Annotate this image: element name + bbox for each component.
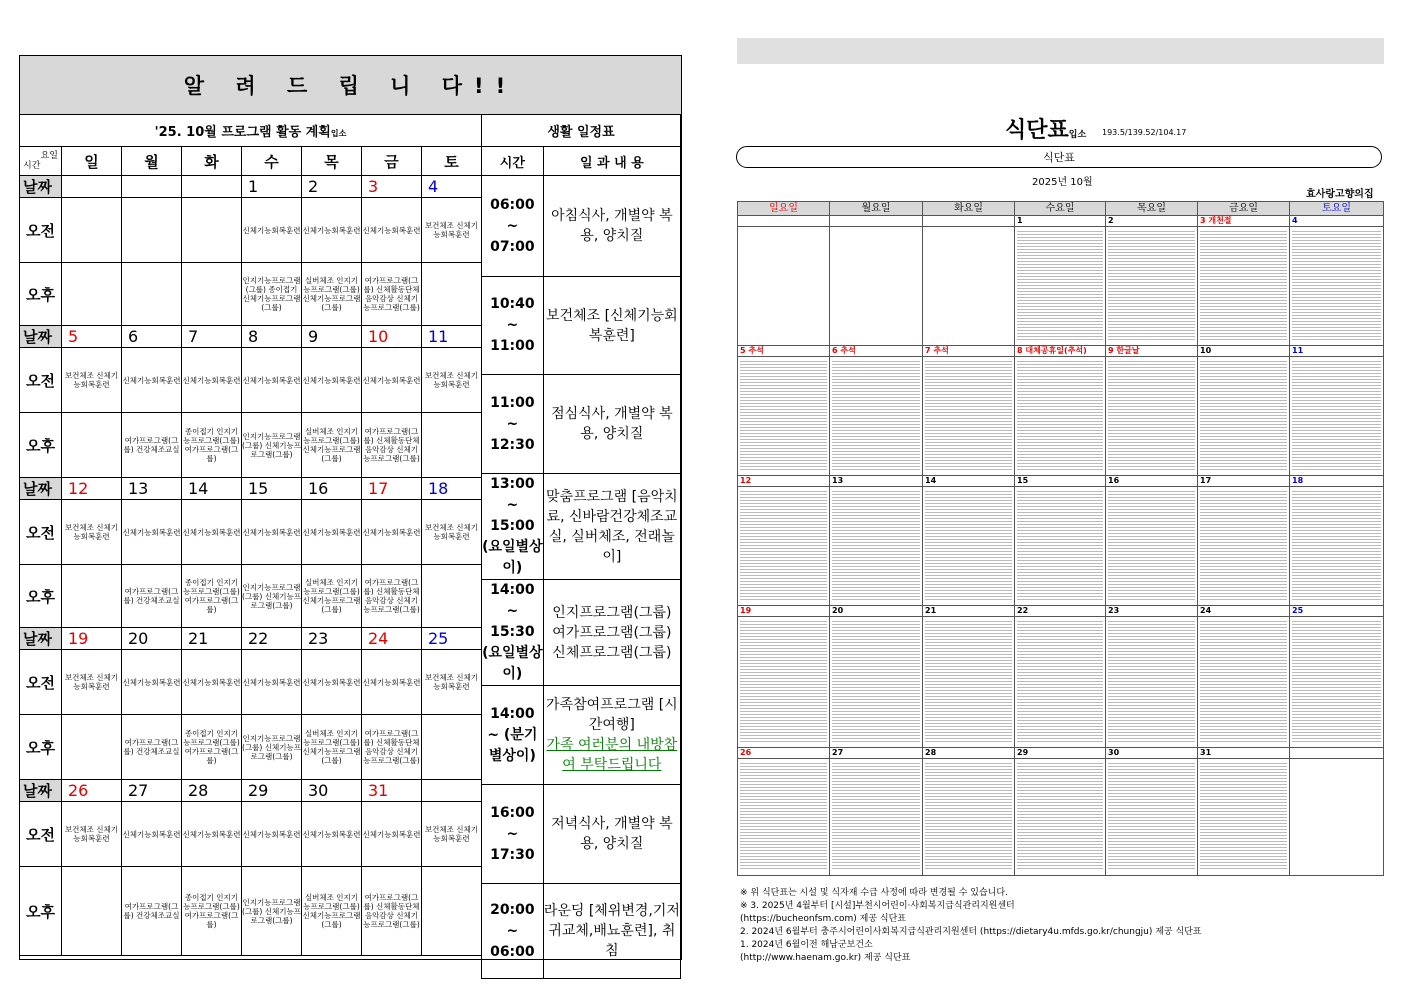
activity-cell: 여가프로그램(그룹) 건강체조교실 <box>122 867 182 956</box>
activity-cell <box>422 565 482 628</box>
activity-cell: 여가프로그램(그룹) 신체활동단체 음악감상 신체기능프로그램(그룹) <box>362 263 422 326</box>
menu-items-block <box>740 619 827 743</box>
menu-date-cell: 20 <box>830 606 923 617</box>
menu-date-cell: 19 <box>738 606 830 617</box>
activity-cell: 신체기능회복훈련 <box>182 802 242 867</box>
activity-cell: 신체기능회복훈련 <box>302 802 362 867</box>
date-cell: 9 <box>302 326 362 348</box>
afternoon-label: 오후 <box>20 263 62 326</box>
footnote: 1. 2024년 6월이전 해남군보건소 <box>740 940 873 950</box>
activity-cell: 신체기능회복훈련 <box>182 500 242 565</box>
header-band <box>737 38 1384 64</box>
schedule-time: 11:00 ~ 12:30 <box>482 375 544 474</box>
schedule-time: 14:00 ~ 15:30 (요일별상이) <box>482 580 544 686</box>
activity-cell: 신체기능회복훈련 <box>302 348 362 413</box>
corner-time: 시간 <box>23 161 41 171</box>
menu-items-block <box>740 489 827 601</box>
menu-day-body <box>1015 227 1106 346</box>
menu-day-body <box>1015 617 1106 748</box>
schedule-content <box>543 176 680 277</box>
schedule-content-text: 인지프로그램(그룹) 여가프로그램(그룹) 신체프로그램(그룹) <box>552 604 672 661</box>
menu-day-body <box>1106 487 1198 606</box>
menu-day-body <box>1015 759 1106 876</box>
date-cell: 27 <box>122 780 182 802</box>
menu-day-body <box>830 357 923 476</box>
menu-day-body <box>1198 227 1290 346</box>
activity-cell: 여가프로그램(그룹) 신체활동단체 음악감상 신체기능프로그램(그룹) <box>362 867 422 956</box>
activity-cell: 신체기능회복훈련 <box>362 802 422 867</box>
menu-date-cell: 28 <box>923 748 1015 759</box>
activity-cell: 보건체조 신체기능회복훈련 <box>62 348 122 413</box>
content-header: 일 과 내 용 <box>543 147 680 176</box>
corner-weekday: 요일 <box>40 151 58 161</box>
plan-title: '25. 10월 프로그램 활동 계획 <box>154 125 331 140</box>
activity-cell: 인지기능프로그램(그룹) 신체기능프로그램(그룹) <box>242 413 302 478</box>
schedule-content-text: 저녁식사, 개별약 복용, 양치질 <box>551 816 673 852</box>
weekday-header: 화 <box>182 147 242 176</box>
activity-cell: 인지기능프로그램(그룹) 신체기능프로그램(그룹) <box>242 565 302 628</box>
menu-date-cell: 7 추석 <box>923 346 1015 357</box>
activity-cell: 인지기능프로그램(그룹) 신체기능프로그램(그룹) <box>242 715 302 780</box>
activity-cell <box>62 715 122 780</box>
schedule-content <box>543 277 680 375</box>
menu-weekday-header: 수요일 <box>1015 202 1106 216</box>
date-cell: 8 <box>242 326 302 348</box>
menu-date-cell: 11 <box>1290 346 1384 357</box>
morning-label: 오전 <box>20 500 62 565</box>
menu-items-block <box>925 489 1012 601</box>
date-cell: 28 <box>182 780 242 802</box>
activity-cell <box>182 198 242 263</box>
date-cell: 6 <box>122 326 182 348</box>
date-cell: 16 <box>302 478 362 500</box>
date-cell: 19 <box>62 628 122 650</box>
menu-date-cell: 15 <box>1015 476 1106 487</box>
activity-cell: 여가프로그램(그룹) 신체활동단체 음악감상 신체기능프로그램(그룹) <box>362 413 422 478</box>
menu-date-cell: 16 <box>1106 476 1198 487</box>
activity-cell: 종이접기 인지기능프로그램(그룹) 여가프로그램(그룹) <box>182 715 242 780</box>
activity-cell <box>62 867 122 956</box>
menu-weekday-header: 토요일 <box>1290 202 1384 216</box>
date-cell: 25 <box>422 628 482 650</box>
menu-day-body <box>738 357 830 476</box>
menu-items-block <box>1292 229 1381 341</box>
activity-cell: 신체기능회복훈련 <box>182 348 242 413</box>
date-cell: 23 <box>302 628 362 650</box>
activity-cell: 여가프로그램(그룹) 신체활동단체 음악감상 신체기능프로그램(그룹) <box>362 565 422 628</box>
menu-date-cell <box>830 216 923 227</box>
menu-weekday-header: 금요일 <box>1198 202 1290 216</box>
menu-title: 식단표 <box>1005 118 1069 143</box>
menu-date-cell: 26 <box>738 748 830 759</box>
menu-items-block <box>1200 761 1287 871</box>
date-cell: 21 <box>182 628 242 650</box>
date-cell <box>62 176 122 198</box>
date-cell: 22 <box>242 628 302 650</box>
date-row-label: 날짜 <box>20 478 62 500</box>
facility-name: 효사랑고향의집 <box>1306 189 1374 200</box>
menu-day-body <box>830 227 923 346</box>
activity-cell: 보건체조 신체기능회복훈련 <box>62 802 122 867</box>
menu-day-body <box>830 617 923 748</box>
plan-title-suffix: 입소 <box>330 129 347 138</box>
activity-cell: 보건체조 신체기능회복훈련 <box>62 500 122 565</box>
activity-cell <box>122 263 182 326</box>
menu-items-block <box>1017 761 1103 871</box>
schedule-note: 가족 여러분의 내방참여 부탁드립니다 <box>546 737 678 773</box>
menu-items-block <box>740 761 827 871</box>
menu-date-cell: 1 <box>1015 216 1106 227</box>
activity-cell: 여가프로그램(그룹) 신체활동단체 음악감상 신체기능프로그램(그룹) <box>362 715 422 780</box>
footnote: (http://www.haenam.go.kr) 제공 식단표 <box>740 953 911 963</box>
activity-cell: 신체기능회복훈련 <box>242 348 302 413</box>
menu-items-block <box>1292 489 1381 601</box>
weekday-header: 수 <box>242 147 302 176</box>
date-cell: 31 <box>362 780 422 802</box>
menu-items-block <box>1017 489 1103 601</box>
schedule-content-text: 맞춤프로그램 [음악치료, 신바람건강체조교실, 실버체조, 전래놀이] <box>546 488 678 565</box>
menu-day-body <box>923 759 1015 876</box>
schedule-content <box>543 580 680 686</box>
menu-items-block <box>1200 619 1287 743</box>
weekday-header: 토 <box>422 147 482 176</box>
date-cell: 4 <box>422 176 482 198</box>
menu-items-block <box>1292 619 1381 743</box>
activity-cell: 실버체조 인지기능프로그램(그룹) 신체기능프로그램(그룹) <box>302 715 362 780</box>
menu-footnotes <box>740 887 1380 965</box>
date-cell: 17 <box>362 478 422 500</box>
activity-cell: 신체기능회복훈련 <box>122 802 182 867</box>
menu-date-cell: 29 <box>1015 748 1106 759</box>
menu-date-cell: 22 <box>1015 606 1106 617</box>
activity-cell: 신체기능회복훈련 <box>302 500 362 565</box>
activity-cell: 보건체조 신체기능회복훈련 <box>62 650 122 715</box>
afternoon-label: 오후 <box>20 413 62 478</box>
activity-cell <box>422 715 482 780</box>
schedule-title: 생활 일정표 <box>482 115 681 147</box>
menu-day-body <box>738 227 830 346</box>
footnote: 2. 2024년 6월부터 충주시어린이사회복지급식관리지원센터 (https://dietary4u.mfds.go.kr/chungju) 제공 식단표 <box>740 927 1202 937</box>
menu-date-cell: 6 추석 <box>830 346 923 357</box>
activity-cell: 신체기능회복훈련 <box>242 650 302 715</box>
date-row-label: 날짜 <box>20 176 62 198</box>
menu-day-body <box>1106 227 1198 346</box>
activity-notice-panel <box>19 55 682 960</box>
activity-cell: 신체기능회복훈련 <box>362 198 422 263</box>
menu-date-cell: 27 <box>830 748 923 759</box>
activity-cell: 보건체조 신체기능회복훈련 <box>422 802 482 867</box>
activity-cell <box>422 413 482 478</box>
menu-items-block <box>1108 359 1195 471</box>
activity-cell: 보건체조 신체기능회복훈련 <box>422 650 482 715</box>
time-header: 시간 <box>482 147 544 176</box>
activity-cell: 신체기능회복훈련 <box>302 650 362 715</box>
schedule-time: 06:00 ~ 07:00 <box>482 176 544 277</box>
menu-day-body <box>1106 759 1198 876</box>
weekday-header: 목 <box>302 147 362 176</box>
activity-cell: 여가프로그램(그룹) 건강체조교실 <box>122 413 182 478</box>
menu-date-cell: 2 <box>1106 216 1198 227</box>
menu-weekday-header: 일요일 <box>738 202 830 216</box>
date-cell <box>182 176 242 198</box>
afternoon-label: 오후 <box>20 565 62 628</box>
activity-cell <box>122 198 182 263</box>
morning-label: 오전 <box>20 198 62 263</box>
menu-date-cell <box>1290 748 1384 759</box>
menu-day-body <box>738 759 830 876</box>
menu-day-body <box>1290 357 1384 476</box>
afternoon-label: 오후 <box>20 867 62 956</box>
menu-items-block <box>832 761 920 871</box>
menu-items-block <box>1292 359 1381 471</box>
schedule-time: 14:00 ~ (분기별상이) <box>482 686 544 785</box>
activity-cell: 신체기능회복훈련 <box>182 650 242 715</box>
date-cell: 15 <box>242 478 302 500</box>
activity-cell: 신체기능회복훈련 <box>242 802 302 867</box>
menu-day-body <box>1290 759 1384 876</box>
date-cell: 2 <box>302 176 362 198</box>
activity-cell: 종이접기 인지기능프로그램(그룹) 여가프로그램(그룹) <box>182 867 242 956</box>
morning-label: 오전 <box>20 802 62 867</box>
menu-items-block <box>1108 761 1195 871</box>
activity-cell: 종이접기 인지기능프로그램(그룹) 여가프로그램(그룹) <box>182 565 242 628</box>
menu-date-cell: 18 <box>1290 476 1384 487</box>
menu-date-cell: 13 <box>830 476 923 487</box>
date-row-label: 날짜 <box>20 628 62 650</box>
activity-cell: 실버체조 인지기능프로그램(그룹) 신체기능프로그램(그룹) <box>302 413 362 478</box>
schedule-content <box>543 686 680 785</box>
activity-cell: 여가프로그램(그룹) 건강체조교실 <box>122 565 182 628</box>
activity-cell: 인지기능프로그램(그룹) 종이접기 신체기능프로그램(그룹) <box>242 263 302 326</box>
weekday-header: 일 <box>62 147 122 176</box>
date-cell <box>422 780 482 802</box>
date-cell: 26 <box>62 780 122 802</box>
menu-date-cell: 25 <box>1290 606 1384 617</box>
menu-date-cell: 17 <box>1198 476 1290 487</box>
date-cell: 13 <box>122 478 182 500</box>
menu-pill-label: 식단표 <box>736 146 1382 168</box>
menu-date-cell <box>738 216 830 227</box>
menu-date-cell: 21 <box>923 606 1015 617</box>
menu-day-body <box>1198 487 1290 606</box>
footnote: (https://bucheonfsm.com) 제공 식단표 <box>740 914 906 924</box>
schedule-content <box>543 785 680 884</box>
date-cell: 12 <box>62 478 122 500</box>
activity-cell: 실버체조 인지기능프로그램(그룹) 신체기능프로그램(그룹) <box>302 565 362 628</box>
menu-items-block <box>1017 229 1103 341</box>
activity-cell: 보건체조 신체기능회복훈련 <box>422 500 482 565</box>
morning-label: 오전 <box>20 348 62 413</box>
menu-date-cell: 4 <box>1290 216 1384 227</box>
menu-items-block <box>1200 489 1287 601</box>
activity-cell <box>62 263 122 326</box>
menu-items-block <box>1108 619 1195 743</box>
activity-cell: 보건체조 신체기능회복훈련 <box>422 348 482 413</box>
menu-items-block <box>832 359 920 471</box>
schedule-content <box>543 474 680 580</box>
schedule-content <box>543 884 680 979</box>
menu-date-cell: 5 추석 <box>738 346 830 357</box>
menu-day-body <box>1198 617 1290 748</box>
menu-items-block <box>1108 489 1195 601</box>
menu-day-body <box>738 617 830 748</box>
date-cell: 29 <box>242 780 302 802</box>
program-plan-table <box>19 114 482 956</box>
menu-day-body <box>1290 617 1384 748</box>
date-cell: 3 <box>362 176 422 198</box>
schedule-time: 16:00 ~ 17:30 <box>482 785 544 884</box>
menu-day-body <box>1290 487 1384 606</box>
menu-items-block <box>925 619 1012 743</box>
activity-cell: 인지기능프로그램(그룹) 신체기능프로그램(그룹) <box>242 867 302 956</box>
menu-day-body <box>1106 617 1198 748</box>
menu-day-body <box>738 487 830 606</box>
menu-date-cell: 9 한글날 <box>1106 346 1198 357</box>
menu-items-block <box>1017 619 1103 743</box>
activity-cell: 신체기능회복훈련 <box>362 650 422 715</box>
menu-day-body <box>1015 487 1106 606</box>
date-cell: 5 <box>62 326 122 348</box>
menu-subtitle-numbers: 193.5/139.52/104.17 <box>1102 128 1187 137</box>
menu-date-cell: 8 대체공휴일(추석) <box>1015 346 1106 357</box>
weekday-header: 월 <box>122 147 182 176</box>
menu-day-body <box>1290 227 1384 346</box>
date-cell: 10 <box>362 326 422 348</box>
menu-day-body <box>1198 759 1290 876</box>
meal-calendar <box>737 201 1384 876</box>
menu-items-block <box>832 489 920 601</box>
menu-day-body <box>1198 357 1290 476</box>
menu-month: 2025년 10월 <box>1032 177 1093 188</box>
schedule-content-text: 보건체조 [신체기능회복훈련] <box>546 307 678 344</box>
date-cell: 7 <box>182 326 242 348</box>
daily-schedule-table <box>481 114 681 979</box>
activity-cell: 신체기능회복훈련 <box>122 348 182 413</box>
activity-cell <box>422 263 482 326</box>
date-cell <box>122 176 182 198</box>
menu-day-body <box>923 227 1015 346</box>
menu-day-body <box>923 617 1015 748</box>
date-cell: 24 <box>362 628 422 650</box>
menu-items-block <box>740 359 827 471</box>
menu-date-cell: 14 <box>923 476 1015 487</box>
schedule-time: 10:40 ~ 11:00 <box>482 277 544 375</box>
menu-day-body <box>1015 357 1106 476</box>
activity-cell: 신체기능회복훈련 <box>242 500 302 565</box>
date-cell: 14 <box>182 478 242 500</box>
schedule-content-text: 가족참여프로그램 [시간여행] <box>546 697 678 733</box>
menu-items-block <box>925 761 1012 871</box>
schedule-content-text: 점심식사, 개별약 복용, 양치질 <box>551 406 673 442</box>
menu-weekday-header: 월요일 <box>830 202 923 216</box>
date-cell: 30 <box>302 780 362 802</box>
activity-cell: 실버체조 인지기능프로그램(그룹) 신체기능프로그램(그룹) <box>302 263 362 326</box>
date-cell: 18 <box>422 478 482 500</box>
menu-day-body <box>830 759 923 876</box>
activity-cell: 보건체조 신체기능회복훈련 <box>422 198 482 263</box>
activity-cell <box>62 413 122 478</box>
menu-items-block <box>1200 229 1287 341</box>
menu-date-cell: 30 <box>1106 748 1198 759</box>
activity-cell: 신체기능회복훈련 <box>302 198 362 263</box>
activity-cell: 신체기능회복훈련 <box>122 500 182 565</box>
activity-cell <box>422 867 482 956</box>
schedule-time: 20:00 ~ 06:00 <box>482 884 544 979</box>
date-cell: 11 <box>422 326 482 348</box>
menu-items-block <box>1108 229 1195 341</box>
notice-title: 알 려 드 립 니 다!! <box>20 56 681 115</box>
menu-date-cell: 12 <box>738 476 830 487</box>
menu-day-body <box>923 487 1015 606</box>
menu-date-cell: 10 <box>1198 346 1290 357</box>
footnote: ※ 3. 2025년 4월부터 [시설]부천시어린이·사회복지급식관리지원센터 <box>740 901 1015 911</box>
activity-cell: 신체기능회복훈련 <box>122 650 182 715</box>
activity-cell <box>182 263 242 326</box>
menu-items-block <box>1200 359 1287 471</box>
schedule-content-text: 라운딩 [체위변경,기저귀교체,배뇨훈련], 취침 <box>543 903 680 959</box>
activity-cell <box>62 565 122 628</box>
menu-weekday-header: 화요일 <box>923 202 1015 216</box>
activity-cell: 종이접기 인지기능프로그램(그룹) 여가프로그램(그룹) <box>182 413 242 478</box>
date-cell: 20 <box>122 628 182 650</box>
menu-day-body <box>1106 357 1198 476</box>
activity-cell: 신체기능회복훈련 <box>242 198 302 263</box>
activity-cell <box>62 198 122 263</box>
date-cell: 1 <box>242 176 302 198</box>
menu-title-suffix: 입소 <box>1068 130 1087 140</box>
menu-date-cell: 24 <box>1198 606 1290 617</box>
date-row-label: 날짜 <box>20 326 62 348</box>
menu-items-block <box>832 619 920 743</box>
menu-date-cell: 31 <box>1198 748 1290 759</box>
menu-date-cell <box>923 216 1015 227</box>
menu-day-body <box>830 487 923 606</box>
schedule-content <box>543 375 680 474</box>
menu-items-block <box>925 359 1012 471</box>
schedule-content-text: 아침식사, 개별약 복용, 양치질 <box>551 208 673 244</box>
date-row-label: 날짜 <box>20 780 62 802</box>
activity-cell: 신체기능회복훈련 <box>362 500 422 565</box>
footnote: ※ 위 식단표는 시설 및 식자재 수급 사정에 따라 변경될 수 있습니다. <box>740 888 1008 898</box>
activity-cell: 여가프로그램(그룹) 건강체조교실 <box>122 715 182 780</box>
menu-day-body <box>923 357 1015 476</box>
weekday-header: 금 <box>362 147 422 176</box>
afternoon-label: 오후 <box>20 715 62 780</box>
activity-cell: 신체기능회복훈련 <box>362 348 422 413</box>
menu-weekday-header: 목요일 <box>1106 202 1198 216</box>
morning-label: 오전 <box>20 650 62 715</box>
menu-items-block <box>1017 359 1103 471</box>
menu-date-cell: 23 <box>1106 606 1198 617</box>
activity-cell: 실버체조 인지기능프로그램(그룹) 신체기능프로그램(그룹) <box>302 867 362 956</box>
schedule-time: 13:00 ~ 15:00 (요일별상이) <box>482 474 544 580</box>
menu-date-cell: 3 개천절 <box>1198 216 1290 227</box>
